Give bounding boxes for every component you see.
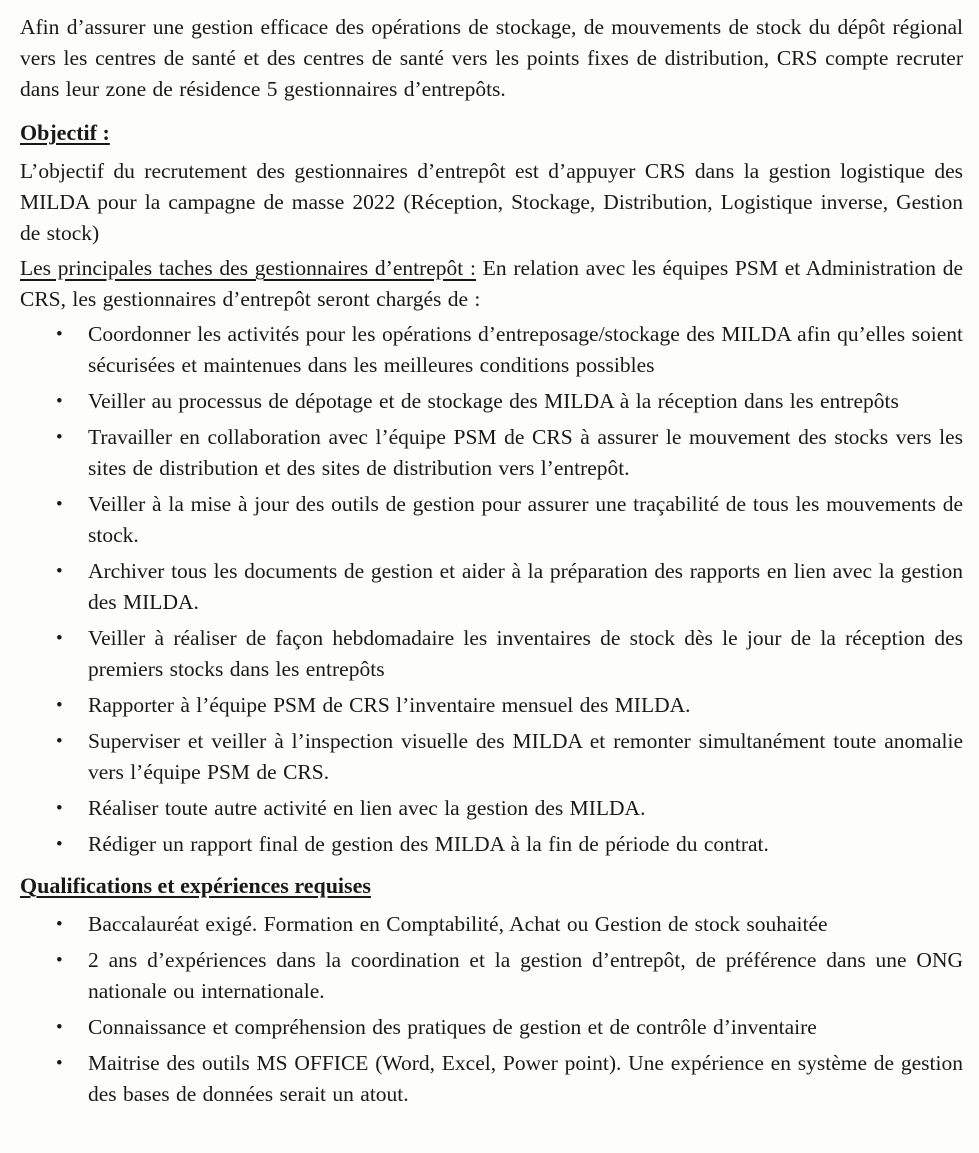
task-item-text: Rapporter à l’équipe PSM de CRS l’inventaire mensuel des MILDA.	[88, 693, 691, 717]
bullet-icon: •	[56, 950, 63, 971]
qualification-item-text: 2 ans d’expériences dans la coordination et la gestion d’entrepôt, de préférence dans une ONG nationale ou internationale.	[88, 948, 963, 1003]
intro-paragraph: Afin d’assurer une gestion efficace des opérations de stockage, de mouvements de stock du dépôt régional vers les centres de santé et des centres de santé vers les points fixes de distribution, CRS compte recruter dans leur zone de résidence 5 gestionnaires d’entrepôts.	[20, 15, 963, 101]
bullet-icon: •	[56, 695, 63, 716]
task-item-text: Superviser et veiller à l’inspection visuelle des MILDA et remonter simultanément toute anomalie vers l’équipe PSM de CRS.	[88, 729, 963, 784]
objectif-heading-text: Objectif :	[20, 120, 110, 145]
task-list-item	[20, 556, 963, 618]
qualification-list-item	[20, 945, 963, 1007]
task-list-item	[20, 690, 963, 721]
qualification-list-item	[20, 1048, 963, 1110]
task-item-text: Veiller au processus de dépotage et de stockage des MILDA à la réception dans les entrepôts	[88, 389, 899, 413]
task-item-text: Coordonner les activités pour les opérations d’entreposage/stockage des MILDA afin qu’elles soient sécurisées et maintenues dans les meilleures conditions possibles	[88, 322, 963, 377]
taches-list	[20, 319, 963, 860]
objectif-heading	[20, 117, 963, 148]
qualification-item-text: Maitrise des outils MS OFFICE (Word, Excel, Power point). Une expérience en système de gestion des bases de données serait un atout.	[88, 1051, 963, 1106]
task-list-item	[20, 726, 963, 788]
bullet-icon: •	[56, 494, 63, 515]
bullet-icon: •	[56, 628, 63, 649]
task-list-item	[20, 489, 963, 551]
taches-lead-paragraph	[20, 253, 963, 315]
qualification-list-item	[20, 909, 963, 940]
bullet-icon: •	[56, 1053, 63, 1074]
task-item-text: Réaliser toute autre activité en lien avec la gestion des MILDA.	[88, 796, 646, 820]
bullet-icon: •	[56, 798, 63, 819]
task-list-item	[20, 386, 963, 417]
taches-lead-underlined: Les principales taches des gestionnaires d’entrepôt :	[20, 256, 476, 280]
bullet-icon: •	[56, 391, 63, 412]
taches-lead-rest: En relation avec les équipes PSM et Administration de CRS, les gestionnaires d’entrepôt seront chargés de :	[20, 256, 964, 311]
task-item-text: Archiver tous les documents de gestion et aider à la préparation des rapports en lien avec la gestion des MILDA.	[88, 559, 963, 614]
task-item-text: Rédiger un rapport final de gestion des MILDA à la fin de période du contrat.	[88, 832, 769, 856]
task-list-item	[20, 829, 963, 860]
task-list-item	[20, 319, 963, 381]
qualifications-heading	[20, 870, 963, 901]
bullet-icon: •	[56, 731, 63, 752]
qualification-list-item	[20, 1012, 963, 1043]
task-item-text: Travailler en collaboration avec l’équipe PSM de CRS à assurer le mouvement des stocks vers les sites de distribution et des sites de distribution vers l’entrepôt.	[88, 425, 963, 480]
bullet-icon: •	[56, 324, 63, 345]
bullet-icon: •	[56, 1017, 63, 1038]
qualification-item-text: Connaissance et compréhension des pratiques de gestion et de contrôle d’inventaire	[88, 1015, 817, 1039]
task-list-item	[20, 623, 963, 685]
bullet-icon: •	[56, 834, 63, 855]
qualifications-heading-text: Qualifications et expériences requises	[20, 873, 371, 898]
bullet-icon: •	[56, 427, 63, 448]
task-item-text: Veiller à réaliser de façon hebdomadaire les inventaires de stock dès le jour de la réception des premiers stocks dans les entrepôts	[88, 626, 963, 681]
task-list-item	[20, 793, 963, 824]
bullet-icon: •	[56, 561, 63, 582]
bullet-icon: •	[56, 914, 63, 935]
task-list-item	[20, 422, 963, 484]
objectif-paragraph: L’objectif du recrutement des gestionnaires d’entrepôt est d’appuyer CRS dans la gestion logistique des MILDA pour la campagne de masse 2022 (Réception, Stockage, Distribution, Logistique inverse, Gestion de stock)	[20, 159, 963, 245]
qualifications-list	[20, 909, 963, 1110]
task-item-text: Veiller à la mise à jour des outils de gestion pour assurer une traçabilité de tous les mouvements de stock.	[88, 492, 963, 547]
qualification-item-text: Baccalauréat exigé. Formation en Comptabilité, Achat ou Gestion de stock souhaitée	[88, 912, 828, 936]
